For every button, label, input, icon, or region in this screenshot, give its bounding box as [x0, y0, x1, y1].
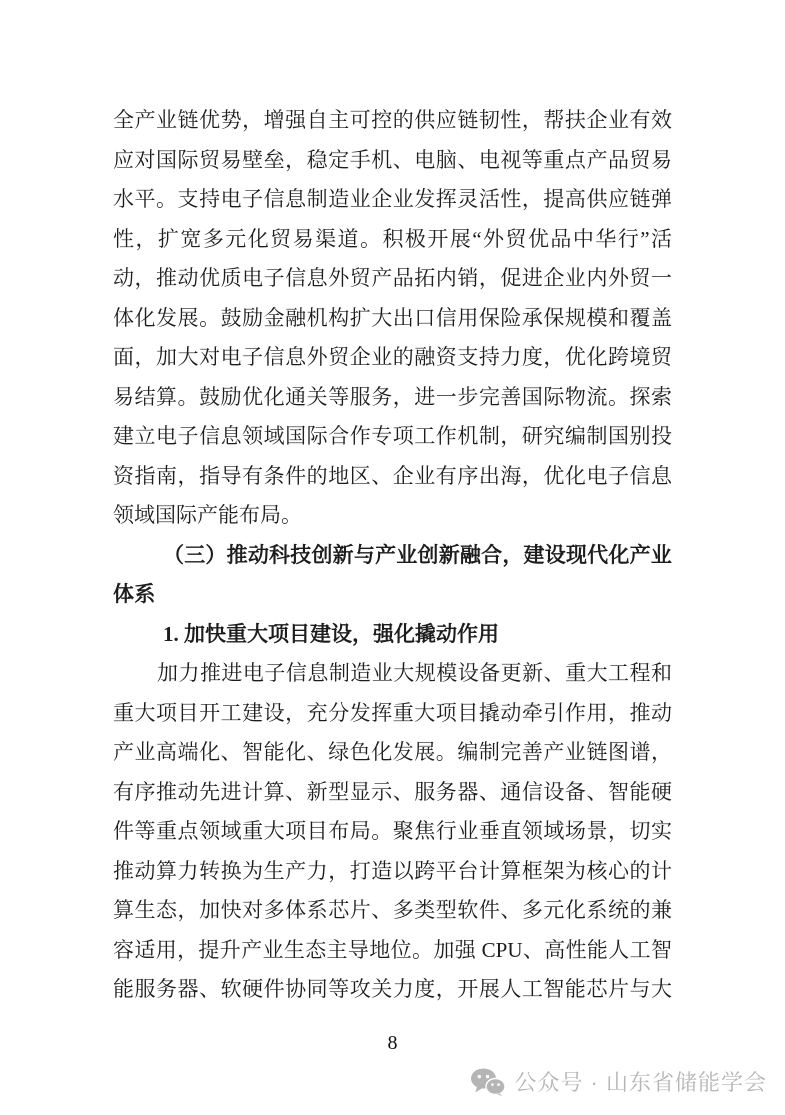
wechat-icon	[471, 1068, 505, 1096]
text-line: 性，扩宽多元化贸易渠道。积极开展“外贸优品中华行”活	[113, 226, 672, 251]
text-line: 件等重点领域重大项目布局。聚焦行业垂直领域场景，切实	[113, 819, 672, 843]
text-line: 推动算力转换为生产力，打造以跨平台计算框架为核心的计	[113, 858, 672, 883]
watermark	[471, 1066, 767, 1097]
text-line: 算生态，加快对多体系芯片、多类型软件、多元化系统的兼	[113, 898, 672, 922]
text-line: 应对国际贸易壁垒，稳定手机、电脑、电视等重点产品贸易	[113, 147, 672, 172]
text-line: 重大项目开工建设，充分发挥重大项目撬动牵引作用，推动	[113, 700, 672, 725]
text-line: 产业高端化、智能化、绿色化发展。编制完善产业链图谱，	[113, 740, 672, 764]
text-line: 体化发展。鼓励金融机构扩大出口信用保险承保规模和覆盖	[113, 305, 672, 330]
page-number: 8	[387, 1032, 398, 1054]
text-line: 领域国际产能布局。	[113, 503, 302, 527]
text-line: 动，推动优质电子信息外贸产品拓内销，促进企业内外贸一	[113, 266, 672, 290]
text-line: 建立电子信息领域国际合作专项工作机制，研究编制国别投	[113, 424, 672, 448]
text-line: 能服务器、软硬件协同等攻关力度，开展人工智能芯片与大	[113, 977, 672, 1001]
document-text-block	[113, 101, 672, 1010]
text-line: 容适用，提升产业生态主导地位。加强 CPU、高性能人工智	[113, 937, 672, 962]
text-line: （三）推动科技创新与产业创新融合，建设现代化产业	[163, 542, 672, 567]
watermark-label: 公众号 · 山东省储能学会	[514, 1070, 767, 1095]
text-line: 1. 加快重大项目建设，强化撬动作用	[163, 621, 499, 646]
text-line: 体系	[113, 582, 156, 606]
text-line: 水平。支持电子信息制造业企业发挥灵活性，提高供应链弹	[113, 187, 672, 211]
text-line: 全产业链优势，增强自主可控的供应链韧性，帮扶企业有效	[113, 108, 672, 132]
text-line: 面，加大对电子信息外贸企业的融资支持力度，优化跨境贸	[113, 345, 672, 369]
text-line: 资指南，指导有条件的地区、企业有序出海，优化电子信息	[113, 463, 672, 488]
text-line: 有序推动先进计算、新型显示、服务器、通信设备、智能硬	[113, 779, 672, 804]
text-line: 加力推进电子信息制造业大规模设备更新、重大工程和	[157, 661, 672, 685]
text-line: 易结算。鼓励优化通关等服务，进一步完善国际物流。探索	[113, 384, 672, 409]
